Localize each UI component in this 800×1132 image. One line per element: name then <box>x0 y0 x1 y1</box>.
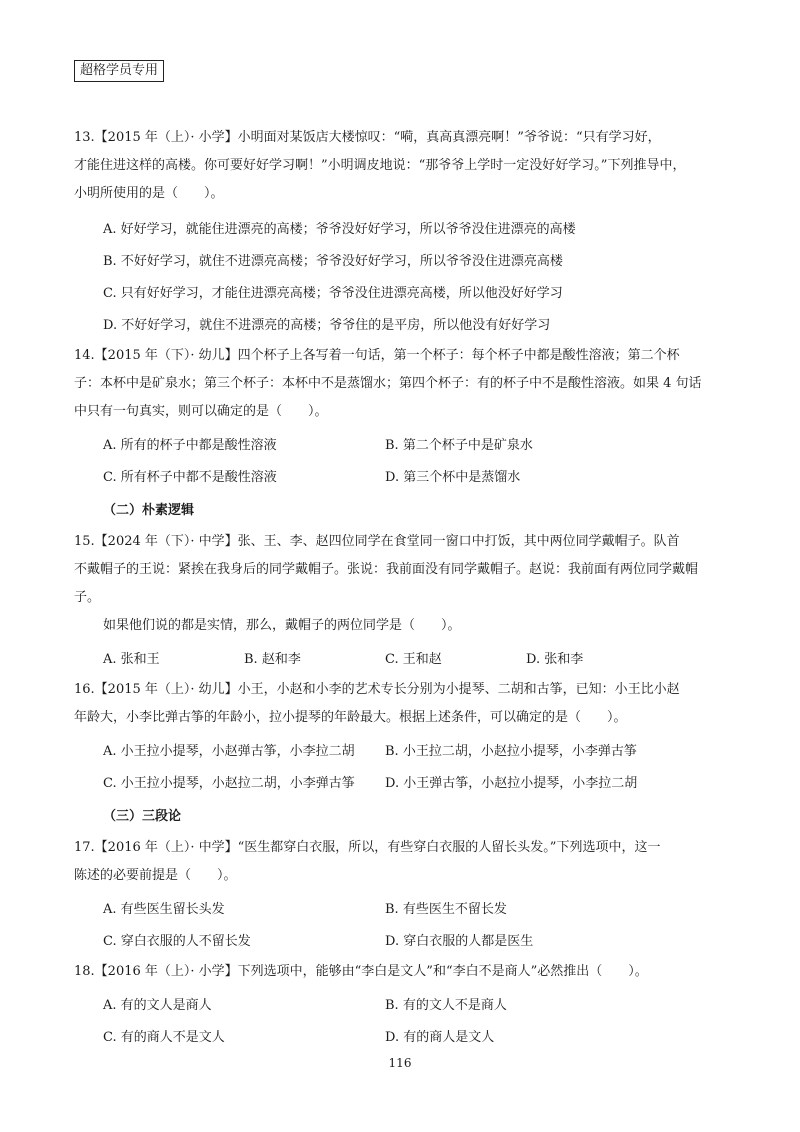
question-16-option-a[interactable]: A. 小王拉小提琴，小赵弹古筝，小李拉二胡 <box>103 744 355 759</box>
question-14-options-row-1 <box>103 430 723 462</box>
question-15-condition: 如果他们说的都是实情，那么，戴帽子的两位同学是（ ）。 <box>103 618 461 633</box>
question-15-option-c[interactable]: C. 王和赵 <box>385 652 442 667</box>
question-18-option-c[interactable]: C. 有的商人不是文人 <box>103 1030 225 1045</box>
page-content <box>74 124 723 1054</box>
question-17-line-2: 陈述的必要前提是（ ）。 <box>74 868 237 883</box>
question-15-option-a[interactable]: A. 张和王 <box>103 652 160 667</box>
question-13-line-2: 才能住进这样的高楼。你可要好好学习啊！”小明调皮地说：“那爷爷上学时一定没好好学习。”下列推导中， <box>74 158 686 173</box>
question-17-line-1: 17.【2016 年（上）· 中学】“医生都穿白衣服，所以，有些穿白衣服的人留长头发。”下列选项中，这一 <box>74 840 661 855</box>
question-17-options-row-2 <box>103 926 723 958</box>
question-13-option-c[interactable]: C. 只有好好学习，才能住进漂亮高楼；爷爷没住进漂亮高楼，所以他没好好学习 <box>103 286 563 301</box>
question-17-option-b[interactable]: B. 有些医生不留长发 <box>385 902 507 917</box>
question-16-options-row-2 <box>103 768 723 800</box>
question-14-line-3: 中只有一句真实，则可以确定的是（ ）。 <box>74 404 328 419</box>
question-15-options <box>103 644 723 676</box>
question-15-option-d[interactable]: D. 张和李 <box>526 652 584 667</box>
question-18-option-a[interactable]: A. 有的文人是商人 <box>103 998 212 1013</box>
question-18-options-row-2 <box>103 1022 723 1054</box>
question-14-option-b[interactable]: B. 第二个杯子中是矿泉水 <box>385 438 533 453</box>
question-15-line-3: 子。 <box>74 590 101 605</box>
question-15-line-2: 不戴帽子的王说：紧挨在我身后的同学戴帽子。张说：我前面没有同学戴帽子。赵说：我前面有两位同学戴帽 <box>74 562 699 577</box>
question-16 <box>74 676 723 800</box>
question-13-line-1: 13.【2015 年（上）· 小学】小明面对某饭店大楼惊叹：“嗬，真高真漂亮啊！”爷爷说：“只有学习好， <box>74 130 661 145</box>
question-13-option-a[interactable]: A. 好好学习，就能住进漂亮的高楼；爷爷没好好学习，所以爷爷没住进漂亮的高楼 <box>103 222 576 237</box>
question-17 <box>74 834 723 958</box>
question-17-options-row-1 <box>103 894 723 926</box>
question-13-option-d[interactable]: D. 不好好学习，就住不进漂亮的高楼；爷爷住的是平房，所以他没有好好学习 <box>103 318 551 333</box>
question-18-options-row-1 <box>103 990 723 1022</box>
question-18-option-d[interactable]: D. 有的商人是文人 <box>385 1030 495 1045</box>
header-tag: 超格学员专用 <box>74 60 164 82</box>
question-13-option-b[interactable]: B. 不好好学习，就住不进漂亮高楼；爷爷没好好学习，所以爷爷没住进漂亮高楼 <box>103 254 563 269</box>
question-14-option-d[interactable]: D. 第三个杯中是蒸馏水 <box>385 470 521 485</box>
question-18-line-1: 18.【2016 年（上）· 小学】下列选项中，能够由“李白是文人”和“李白不是商人”必然推出（ ）。 <box>74 964 648 979</box>
question-14-line-1: 14.【2015 年（下）· 幼儿】四个杯子上各写着一句话，第一个杯子：每个杯子中都是酸性溶液；第二个杯 <box>74 348 680 363</box>
question-16-line-1: 16.【2015 年（上）· 幼儿】小王，小赵和小李的艺术专长分别为小提琴、二胡和古筝，已知：小王比小赵 <box>74 682 680 697</box>
question-17-option-c[interactable]: C. 穿白衣服的人不留长发 <box>103 934 251 949</box>
question-16-line-2: 年龄大，小李比弹古筝的年龄小，拉小提琴的年龄最大。根据上述条件，可以确定的是（ ）。 <box>74 710 627 725</box>
question-16-option-b[interactable]: B. 小王拉二胡，小赵拉小提琴，小李弹古筝 <box>385 744 637 759</box>
section-heading-naive-logic: （二）朴素逻辑 <box>103 503 195 518</box>
question-17-option-d[interactable]: D. 穿白衣服的人都是医生 <box>385 934 534 949</box>
question-15-line-1: 15.【2024 年（下）· 中学】张、王、李、赵四位同学在食堂同一窗口中打饭，其中两位同学戴帽子。队首 <box>74 534 680 549</box>
question-13 <box>74 124 723 342</box>
question-14 <box>74 342 723 494</box>
question-18 <box>74 958 723 1054</box>
question-14-options-row-2 <box>103 462 723 494</box>
question-14-option-a[interactable]: A. 所有的杯子中都是酸性溶液 <box>103 438 277 453</box>
question-15-option-b[interactable]: B. 赵和李 <box>244 652 301 667</box>
question-13-line-3: 小明所使用的是（ ）。 <box>74 186 224 201</box>
question-18-option-b[interactable]: B. 有的文人不是商人 <box>385 998 507 1013</box>
question-17-option-a[interactable]: A. 有些医生留长头发 <box>103 902 225 917</box>
question-16-option-c[interactable]: C. 小王拉小提琴，小赵拉二胡，小李弹古筝 <box>103 776 355 791</box>
question-14-option-c[interactable]: C. 所有杯子中都不是酸性溶液 <box>103 470 277 485</box>
section-heading-syllogism: （三）三段论 <box>103 809 182 824</box>
page-number: 116 <box>388 1056 412 1070</box>
question-16-option-d[interactable]: D. 小王弹古筝，小赵拉小提琴，小李拉二胡 <box>385 776 638 791</box>
question-15 <box>74 528 723 676</box>
question-14-line-2: 子：本杯中是矿泉水；第三个杯子：本杯中不是蒸馏水；第四个杯子：有的杯子中不是酸性溶液。如果 4 句话 <box>74 376 702 391</box>
question-16-options-row-1 <box>103 736 723 768</box>
